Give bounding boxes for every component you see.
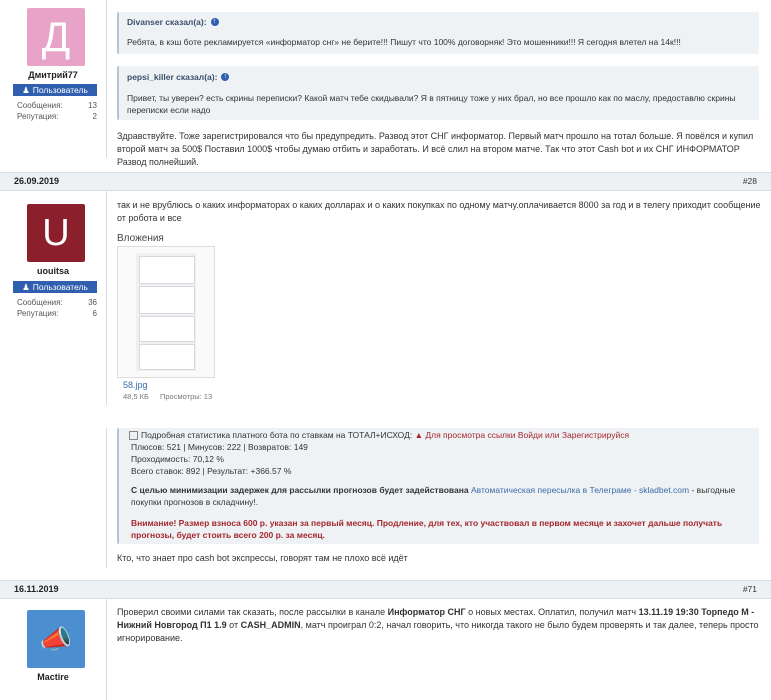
- quote-text: Привет, ты уверен? есть скрины переписки? Какой матч тебе скидывали? Я в пятницу тоже у них брал, но все прошло как по маслу, предоставлю скрины переписки если надо: [127, 93, 736, 115]
- attachment-size: 48,5 КБ: [123, 392, 149, 401]
- avatar[interactable]: [27, 204, 85, 262]
- avatar[interactable]: [27, 610, 85, 668]
- jump-up-icon[interactable]: ↑: [211, 18, 219, 26]
- post-body: так и не врублюсь о каких информаторах о каких долларах и о каких покупках по одному матчу.оплачивается 8000 за год и в телегу приходит сообщение от робота и все: [117, 200, 761, 223]
- skladbet-link[interactable]: Автоматическая пересылка в Телеграме - skladbet.com: [470, 485, 690, 495]
- post-header: [0, 172, 771, 191]
- avatar-letter: U: [42, 211, 70, 254]
- login-link[interactable]: Для просмотра ссылки Войди или Зарегистрируйся: [425, 430, 630, 440]
- attachments-title: Вложения: [117, 233, 164, 244]
- quote-block: [117, 12, 759, 54]
- quote-block: [117, 66, 759, 120]
- thumbnail-image: [136, 253, 196, 371]
- quote-text: Ребята, в кэш боте рекламируется «информатор снг» не берите!!! Пишут что 100% договорняк! Это мошенники!!! Я сегодня влетел на 14к!!!: [127, 37, 681, 47]
- megaphone-icon: 📣: [39, 623, 73, 654]
- post-body: Здравствуйте. Тоже зарегистрировался что бы предупредить. Развод этот СНГ информатор. Первый матч прошло на тотал больше. Я повёлся и купил второй матч за 500$ Поставил 1000$ чтобы думаю отбить и заработать. И всё слил на втором матче. Так что этот Cash bot и их СНГ ИНФОРМАТОР Развод полнейший.: [117, 131, 754, 167]
- post-divider: [106, 190, 107, 405]
- user-icon: ♟: [22, 84, 30, 95]
- stats-total: Всего ставок: 892 | Результат: +366.57 %: [131, 466, 292, 476]
- avatar[interactable]: [27, 8, 85, 66]
- warning-icon: ▲: [414, 430, 423, 440]
- quote-author[interactable]: Divanser сказал(а): ↑: [127, 17, 219, 27]
- thumb-message: [139, 256, 195, 284]
- post-header: [0, 580, 771, 599]
- attachment-name[interactable]: 58.jpg: [123, 380, 148, 390]
- quote-author[interactable]: pepsi_killer сказал(а): ↑: [127, 72, 229, 82]
- jump-up-icon[interactable]: ↑: [221, 73, 229, 81]
- user-icon: ♟: [22, 281, 30, 292]
- post-number[interactable]: #71: [742, 584, 757, 594]
- post-divider: [106, 428, 107, 568]
- attachment-thumbnail[interactable]: [117, 246, 215, 378]
- post-date[interactable]: 16.11.2019: [14, 584, 59, 594]
- stats-line: Подробная статистика платного бота по ставкам на ТОТАЛ+ИСХОД: ▲ Для просмотра ссылки Войди или Зарегистрируйся: [129, 430, 749, 440]
- thumb-message: [139, 344, 195, 370]
- post-number[interactable]: #28: [742, 176, 757, 186]
- username[interactable]: uouitsa: [36, 266, 69, 276]
- minimize-note: С целью минимизации задержек для рассылки прогнозов будет задействована Автоматическая пересылка в Телеграме - skladbet.com - выгодные покупки прогнозов в складчину!.: [131, 485, 736, 507]
- checkbox-icon: [129, 431, 138, 440]
- stat-messages: Сообщения: 13: [17, 101, 97, 110]
- role-badge: ♟ Пользователь: [13, 84, 97, 96]
- stat-messages: Сообщения: 36: [17, 298, 97, 307]
- quote-block: [117, 428, 759, 544]
- post-date[interactable]: 26.09.2019: [14, 176, 60, 186]
- thumb-message: [139, 286, 195, 314]
- attention-note: Внимание! Размер взноса 600 р. указан за первый месяц. Продление, для тех, кто участвовал в первом месяце и захочет дальше получать прогнозы, будет стоить всего 200 р. за месяц.: [131, 518, 723, 540]
- post-body: Кто, что знает про cash bot экспрессы, говорят там не плохо всё идёт: [117, 553, 408, 563]
- avatar-letter: Д: [41, 13, 71, 60]
- post-divider: [106, 598, 107, 700]
- post-body: Проверил своими силами так сказать, после рассылки в канале Информатор СНГ о новых местах. Оплатил, получил матч 13.11.19 19:30 Торпедо М - Нижний Новгород П1 1.9 от CASH_ADMIN, матч проиграл 0:2, начал говорить, что никогда такого не было будем проверять и так далее, теперь просто игнорирование.: [117, 607, 759, 643]
- username[interactable]: Дмитрий77: [28, 70, 78, 80]
- role-badge: ♟ Пользователь: [13, 281, 97, 293]
- username[interactable]: Mactire: [37, 672, 69, 682]
- stats-pluses: Плюсов: 521 | Минусов: 222 | Возвратов: 149: [131, 442, 308, 452]
- post-divider: [106, 0, 107, 158]
- stats-passability: Проходимость: 70,12 %: [131, 454, 224, 464]
- stat-reputation: Репутация: 6: [17, 309, 97, 318]
- attachment-views: Просмотры: 13: [160, 392, 213, 401]
- thumb-message: [139, 316, 195, 342]
- stat-reputation: Репутация: 2: [17, 112, 97, 121]
